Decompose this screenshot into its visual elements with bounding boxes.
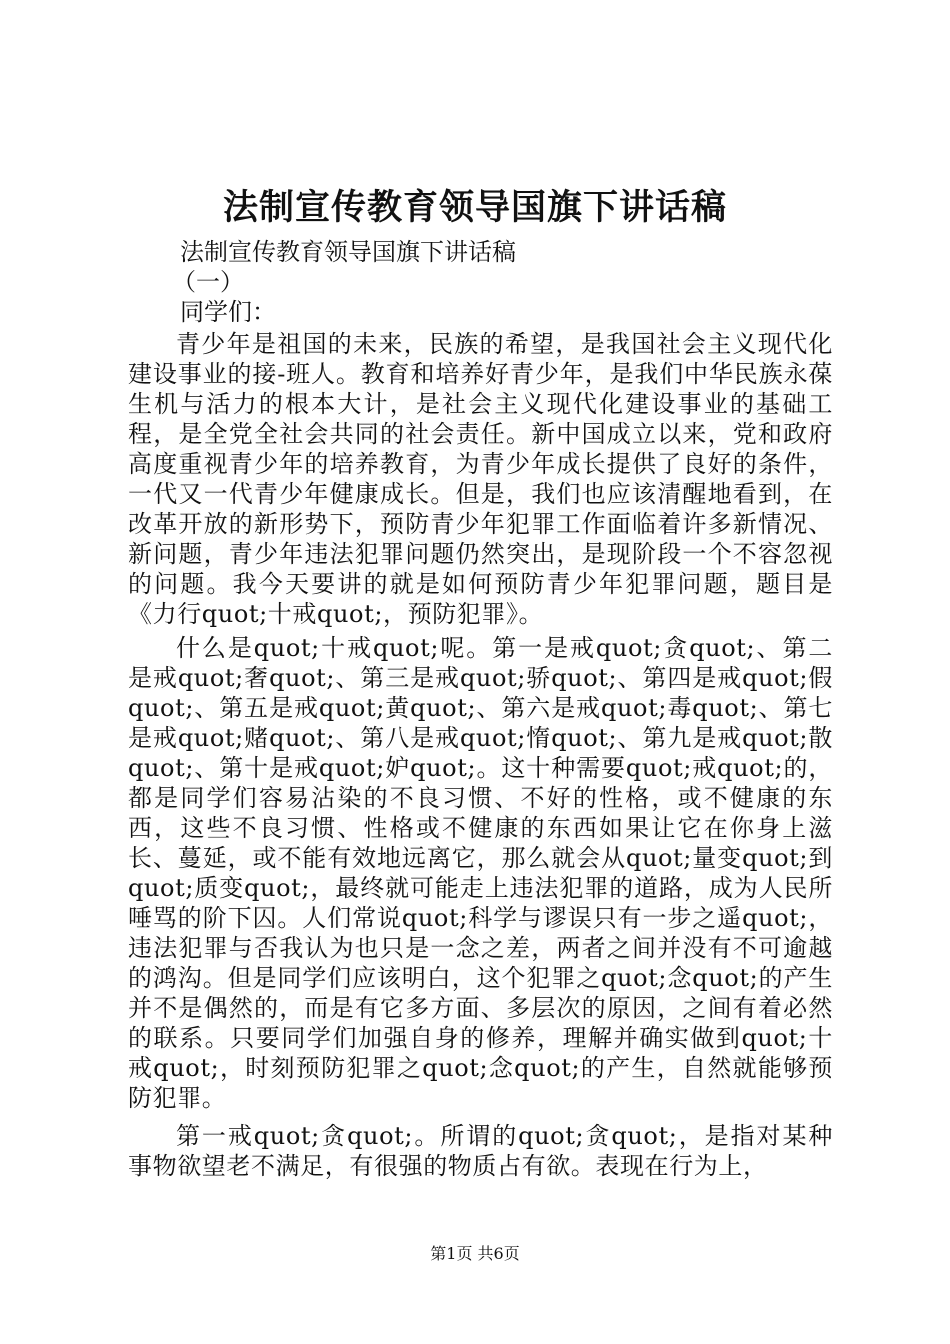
document-title: 法制宣传教育领导国旗下讲话稿 xyxy=(222,187,727,228)
document-subtitle: 法制宣传教育领导国旗下讲话稿 xyxy=(180,238,516,266)
salutation: 同学们： xyxy=(180,298,276,326)
section-number: （一） xyxy=(172,268,244,296)
page-footer: 第1页 共6页 xyxy=(430,1244,520,1263)
paragraph-3: 第一戒quot;贪quot;。所谓的quot;贪quot;，是指对某种事物欲望老不满足，有很强的物质占有欲。表现在行为上， xyxy=(128,1122,833,1180)
paragraph-1: 青少年是祖国的未来，民族的希望，是我国社会主义现代化建设事业的接-班人。教育和培养好青少年，是我们中华民族永葆生机与活力的根本大计，是社会主义现代化建设事业的基础工程，是全党全社会共同的社会责任。新中国成立以来，党和政府高度重视青少年的培养教育，为青少年成长提供了良好的条件，一代又一代青少年健康成长。但是，我们也应该清醒地看到，在改革开放的新形势下，预防青少年犯罪工作面临着许多新情况、新问题，青少年违法犯罪问题仍然突出，是现阶段一个不容忽视的问题。我今天要讲的就是如何预防青少年犯罪问题，题目是《力行quot;十戒quot;，预防犯罪》。 xyxy=(128,330,833,628)
paragraph-2: 什么是quot;十戒quot;呢。第一是戒quot;贪quot;、第二是戒quot;奢quot;、第三是戒quot;骄quot;、第四是戒quot;假quot;、第五是戒quot;黄quot;、第六是戒quot;毒quot;、第七是戒quot;赌quot;、第八是戒quot;惰quot;、第九是戒quot;散quot;、第十是戒quot;妒quot;。这十种需要quot;戒quot;的，都是同学们容易沾染的不良习惯、不好的性格，或不健康的东西，这些不良习惯、性格或不健康的东西如果让它在你身上滋长、蔓延，或不能有效地远离它，那么就会从quot;量变quot;到quot;质变quot;，最终就可能走上违法犯罪的道路，成为人民所唾骂的阶下囚。人们常说quot;科学与谬误只有一步之遥quot;，违法犯罪与否我认为也只是一念之差，两者之间并没有不可逾越的鸿沟。但是同学们应该明白，这个犯罪之quot;念quot;的产生并不是偶然的，而是有它多方面、多层次的原因，之间有着必然的联系。只要同学们加强自身的修养，理解并确实做到quot;十戒quot;，时刻预防犯罪之quot;念quot;的产生，自然就能够预防犯罪。 xyxy=(128,634,833,1112)
